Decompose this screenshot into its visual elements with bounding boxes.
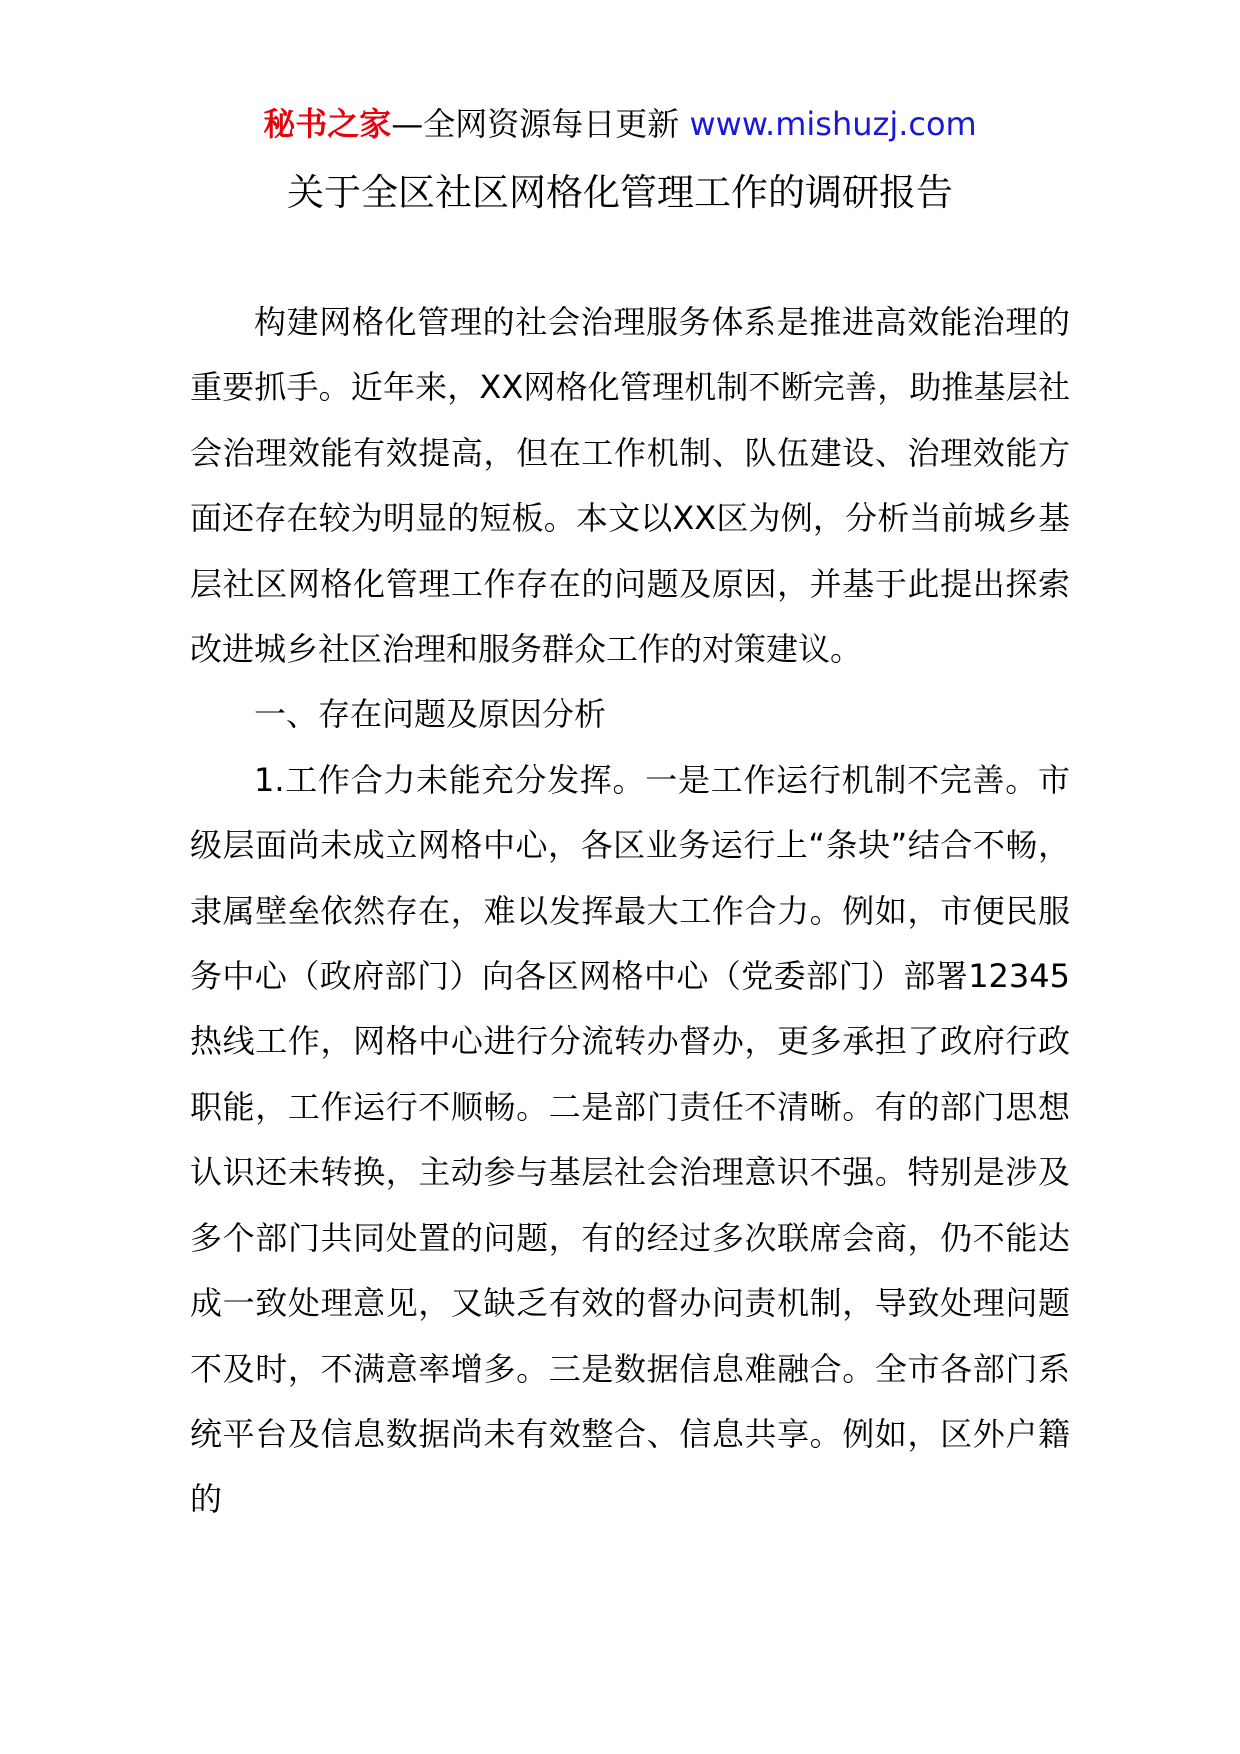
- brand-name: 秘书之家: [263, 105, 392, 143]
- header-tagline: —全网资源每日更新: [391, 105, 690, 143]
- document-title: 关于全区社区网格化管理工作的调研报告: [287, 171, 953, 214]
- site-header: [0, 104, 1240, 144]
- body-paragraph: 1.工作合力未能充分发挥。一是工作运行机制不完善。市级层面尚未成立网格中心，各区业务运行上“条块”结合不畅，隶属壁垒依然存在，难以发挥最大工作合力。例如，市便民服务中心（政府部门）向各区网格中心（党委部门）部署12345热线工作，网格中心进行分流转办督办，更多承担了政府行政职能，工作运行不顺畅。二是部门责任不清晰。有的部门思想认识还未转换，主动参与基层社会治理意识不强。特别是涉及多个部门共同处置的问题，有的经过多次联席会商，仍不能达成一致处理意见，又缺乏有效的督办问责机制，导致处理问题不及时，不满意率增多。三是数据信息难融合。全市各部门系统平台及信息数据尚未有效整合、信息共享。例如，区外户籍的: [190, 760, 1070, 1519]
- intro-paragraph: 构建网格化管理的社会治理服务体系是推进高效能治理的重要抓手。近年来，XX网格化管理机制不断完善，助推基层社会治理效能有效提高，但在工作机制、队伍建设、治理效能方面还存在较为明显的短板。本文以XX区为例，分析当前城乡基层社区网格化管理工作存在的问题及原因，并基于此提出探索改进城乡社区治理和服务群众工作的对策建议。: [190, 303, 1070, 669]
- site-url-link[interactable]: www.mishuzj.com: [689, 105, 977, 143]
- document-body: [190, 290, 1070, 1533]
- section-heading: 一、存在问题及原因分析: [254, 695, 607, 734]
